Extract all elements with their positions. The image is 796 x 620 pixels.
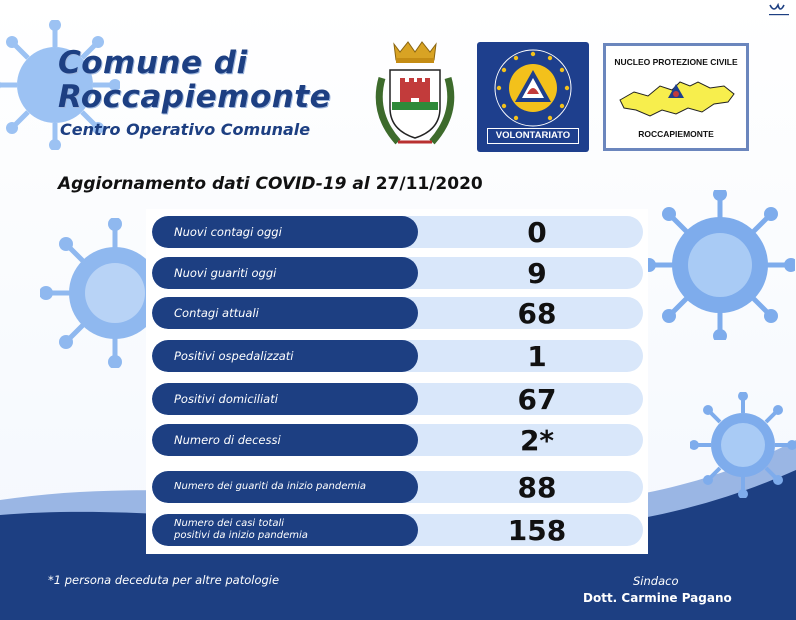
municipal-crest-icon [368, 38, 462, 158]
npc-title: NUCLEO PROTEZIONE CIVILE [614, 57, 738, 67]
title-block [58, 46, 331, 139]
stat-value: 0 [527, 216, 547, 248]
protezione-civile-campania-icon [477, 42, 589, 152]
stat-row [152, 383, 643, 415]
signatory-name: Dott. Carmine Pagano [583, 591, 732, 605]
pc-label: VOLONTARIATO [487, 128, 579, 144]
stat-label [152, 514, 418, 546]
stat-label: Nuovi guariti oggi [152, 257, 418, 289]
stat-value: 68 [517, 297, 557, 329]
stat-value: 9 [527, 257, 547, 289]
update-date: 27/11/2020 [375, 174, 483, 194]
stat-value: 67 [517, 383, 557, 415]
footnote: *1 persona deceduta per altre patologie [48, 573, 280, 587]
brand-mark-icon [766, 3, 792, 17]
stats-panel [146, 209, 648, 554]
stat-value: 88 [517, 471, 557, 503]
stat-label: Positivi ospedalizzati [152, 340, 418, 372]
territory-map-icon [614, 72, 740, 122]
stat-label: Contagi attuali [152, 297, 418, 329]
stat-label: Positivi domiciliati [152, 383, 418, 415]
title-line-1: Comune di [58, 45, 248, 81]
virus-icon [690, 392, 796, 498]
stat-label-line-2: positivi da inizio pandemia [174, 530, 308, 541]
stat-row [152, 514, 643, 546]
signatory-role: Sindaco [633, 574, 679, 588]
stat-row [152, 257, 643, 289]
stat-value: 2* [519, 424, 555, 456]
update-line [58, 174, 483, 194]
stat-row [152, 471, 643, 503]
stat-value: 1 [527, 340, 547, 372]
title-line-2: Roccapiemonte [58, 79, 332, 115]
update-prefix: Aggiornamento dati COVID-19 al [58, 174, 370, 194]
stat-row [152, 216, 643, 248]
stat-label: Numero dei guariti da inizio pandemia [152, 471, 418, 503]
stat-row [152, 424, 643, 456]
stat-row [152, 297, 643, 329]
stat-label-line-1: Numero dei casi totali [174, 518, 285, 529]
npc-label: ROCCAPIEMONTE [638, 129, 714, 139]
stat-label: Numero di decessi [152, 424, 418, 456]
subtitle: Centro Operativo Comunale [60, 120, 311, 139]
stat-value: 158 [507, 514, 567, 546]
stat-row [152, 340, 643, 372]
virus-icon [645, 190, 795, 340]
stat-label: Nuovi contagi oggi [152, 216, 418, 248]
nucleo-protezione-civile-logo [603, 43, 749, 151]
